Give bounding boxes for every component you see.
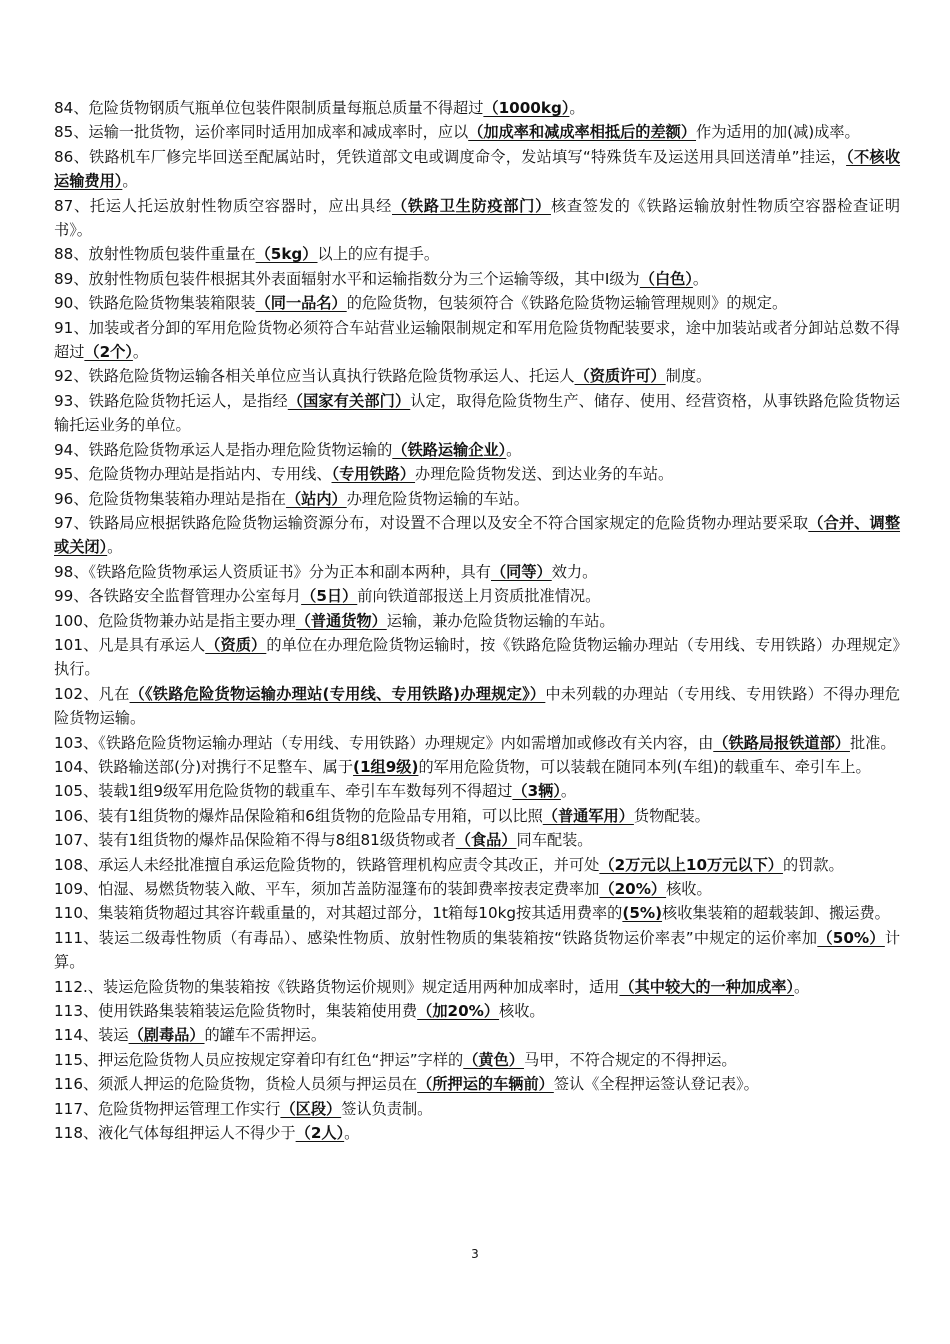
answer-text: (1组9级) bbox=[353, 757, 419, 776]
answer-text: （不核收运输费用） bbox=[54, 147, 901, 191]
question-item bbox=[54, 877, 900, 901]
answer-text: （专用铁路） bbox=[331, 465, 416, 484]
answer-text: （资质许可） bbox=[574, 367, 666, 386]
answer-text: （铁路卫生防疫部门） bbox=[392, 196, 551, 215]
question-text-tail: 运输，兼办危险货物运输的车站。 bbox=[386, 611, 615, 630]
answer-text: （所押运的车辆前） bbox=[417, 1075, 554, 1094]
question-item bbox=[54, 1023, 900, 1047]
answer-text: （站内） bbox=[285, 489, 347, 508]
answer-text: （同等） bbox=[490, 562, 552, 581]
question-text: 84、危险货物钢质气瓶单位包装件限制质量每瓶总质量不得超过 bbox=[54, 99, 484, 117]
question-text: 111、装运二级毒性物质（有毒品）、感染性物质、放射性物质的集装箱按“铁路货物运价率表”中规定的运价率加 bbox=[54, 928, 818, 947]
question-item bbox=[54, 1048, 900, 1072]
question-item bbox=[54, 389, 900, 438]
question-text: 114、装运 bbox=[54, 1026, 129, 1045]
question-text-tail: 核收。 bbox=[499, 1002, 545, 1021]
question-text: 97、铁路局应根据铁路危险货物运输资源分布，对设置不合理以及安全不符合国家规定的危险货物办理站要采取 bbox=[54, 513, 809, 532]
question-text: 106、装有1组货物的爆炸品保险箱和6组货物的危险品专用箱，可以比照 bbox=[54, 806, 543, 825]
question-item bbox=[54, 901, 900, 925]
question-item bbox=[54, 682, 900, 731]
question-text: 90、铁路危险货物集装箱限装 bbox=[54, 294, 256, 313]
question-text-tail: 核收集装箱的超载装卸、搬运费。 bbox=[662, 904, 890, 923]
question-text-tail: 认定，取得危险货物生产、储存、使用、经营资格，从事铁路危险货物运输托运业务的单位。 bbox=[54, 391, 901, 435]
question-text-tail: 签认负责制。 bbox=[341, 1099, 433, 1118]
question-item bbox=[54, 853, 900, 877]
answer-text: （2个） bbox=[84, 343, 133, 362]
question-item bbox=[54, 511, 900, 560]
question-text-tail: 办理危险货物发送、到达业务的车站。 bbox=[415, 465, 674, 484]
question-text-tail: 货物配装。 bbox=[633, 806, 710, 825]
question-text: 110、集装箱货物超过其容许载重量的，对其超过部分，1t箱每10kg按其适用费率的 bbox=[54, 904, 623, 923]
question-text: 87、托运人托运放射性物质空容器时，应出具经 bbox=[54, 196, 392, 215]
answer-text: （国家有关部门） bbox=[287, 391, 411, 410]
answer-text: （2万元以上10万元以下） bbox=[599, 855, 783, 874]
question-text-tail: 作为适用的加(减)成率。 bbox=[696, 123, 860, 142]
question-text-tail: 计算。 bbox=[54, 928, 901, 972]
question-text: 101、凡是具有承运人 bbox=[54, 635, 206, 654]
question-text: 92、铁路危险货物运输各相关单位应当认真执行铁路危险货物承运人、托运人 bbox=[54, 367, 575, 386]
question-text-tail: 同车配装。 bbox=[516, 831, 593, 850]
question-text-tail: 的罐车不需押运。 bbox=[204, 1026, 326, 1045]
question-item bbox=[54, 755, 900, 779]
question-text-tail: 。 bbox=[506, 440, 522, 459]
question-text: 88、放射性物质包装件重量在 bbox=[54, 245, 256, 264]
question-text: 86、铁路机车厂修完毕回送至配属站时，凭铁道部文电或调度命令，发站填写“特殊货车及运送用具回送清单”挂运， bbox=[54, 147, 847, 166]
question-item bbox=[54, 96, 900, 120]
question-text-tail: 。 bbox=[560, 782, 577, 801]
question-item bbox=[54, 194, 900, 243]
question-text-tail: 。 bbox=[794, 977, 810, 996]
question-text-tail: 核收。 bbox=[666, 880, 712, 898]
question-item bbox=[54, 462, 900, 486]
question-text: 113、使用铁路集装箱装运危险货物时，集装箱使用费 bbox=[54, 1002, 418, 1021]
answer-text: （20%） bbox=[599, 880, 667, 898]
question-text-tail: 。 bbox=[344, 1124, 360, 1143]
question-item bbox=[54, 560, 900, 584]
question-text: 91、加装或者分卸的军用危险货物必须符合车站营业运输限制规定和军用危险货物配装要求，途中加装站或者分卸站总数不得超过 bbox=[54, 318, 900, 362]
answer-text: （5kg） bbox=[255, 245, 318, 264]
question-item bbox=[54, 242, 900, 266]
question-text: 108、承运人未经批准擅自承运危险货物的，铁路管理机构应责令其改正，并可处 bbox=[54, 855, 600, 874]
question-item bbox=[54, 267, 900, 291]
question-text: 89、放射性物质包装件根据其外表面辐射水平和运输指数分为三个运输等级，其中Ⅰ级为 bbox=[54, 269, 640, 288]
answer-text: （资质） bbox=[205, 635, 267, 654]
answer-text: （3辆） bbox=[512, 782, 561, 801]
answer-text: （加成率和减成率相抵后的差额） bbox=[468, 123, 697, 142]
question-item bbox=[54, 1072, 900, 1096]
question-text-tail: 办理危险货物运输的车站。 bbox=[346, 489, 529, 508]
question-text: 115、押运危险货物人员应按规定穿着印有红色“押运”字样的 bbox=[54, 1050, 464, 1069]
question-text-tail: 的军用危险货物，可以装载在随同本列(车组)的载重车、牵引车上。 bbox=[418, 757, 871, 776]
question-text: 116、须派人押运的危险货物，货检人员须与押运员在 bbox=[54, 1075, 418, 1094]
answer-text: （剧毒品） bbox=[128, 1026, 205, 1045]
answer-text: （50%） bbox=[817, 928, 885, 947]
question-text-tail: 制度。 bbox=[665, 367, 712, 386]
answer-text: （区段） bbox=[280, 1099, 342, 1118]
question-item bbox=[54, 1121, 900, 1145]
answer-text: （铁路局报铁道部） bbox=[713, 733, 850, 752]
question-text: 94、铁路危险货物承运人是指办理危险货物运输的 bbox=[54, 440, 393, 459]
answer-text: （同一品名） bbox=[255, 294, 347, 313]
question-item bbox=[54, 779, 900, 803]
question-list bbox=[54, 96, 900, 1145]
question-text: 102、凡在 bbox=[54, 684, 130, 703]
question-text-tail: 。 bbox=[122, 172, 138, 191]
question-text-tail: 。 bbox=[692, 269, 709, 288]
answer-text: （2人） bbox=[295, 1124, 345, 1143]
question-text: 96、危险货物集装箱办理站是指在 bbox=[54, 489, 286, 508]
question-text: 109、怕湿、易燃货物装入敞、平车，须加苫盖防湿篷布的装卸费率按表定费率加 bbox=[54, 880, 600, 898]
answer-text: （黄色） bbox=[463, 1050, 524, 1069]
question-item bbox=[54, 804, 900, 828]
answer-text: （1000kg） bbox=[483, 99, 570, 117]
question-item bbox=[54, 291, 900, 315]
question-item bbox=[54, 975, 900, 999]
question-item bbox=[54, 120, 900, 144]
page-number: 3 bbox=[471, 1247, 479, 1261]
question-text-tail: 效力。 bbox=[551, 562, 598, 581]
answer-text: （铁路运输企业） bbox=[392, 440, 507, 459]
question-text-tail: 中未列载的办理站（专用线、专用铁路）不得办理危险货物运输。 bbox=[54, 684, 901, 728]
question-item bbox=[54, 609, 900, 633]
question-text-tail: 核查签发的《铁路运输放射性物质空容器检查证明书》。 bbox=[54, 196, 901, 240]
question-text: 98、《铁路危险货物承运人资质证书》分为正本和副本两种，具有 bbox=[54, 562, 491, 581]
question-text-tail: 的罚款。 bbox=[782, 855, 844, 874]
question-text: 112.、装运危险货物的集装箱按《铁路货物运价规则》规定适用两种加成率时，适用 bbox=[54, 977, 620, 996]
question-item bbox=[54, 731, 900, 755]
question-text-tail: 以上的应有提手。 bbox=[317, 245, 439, 264]
question-text: 85、运输一批货物，运价率同时适用加成率和减成率时，应以 bbox=[54, 123, 469, 142]
question-item bbox=[54, 1097, 900, 1121]
question-text-tail: 签认《全程押运签认登记表》。 bbox=[553, 1075, 759, 1094]
question-item bbox=[54, 926, 900, 975]
question-text-tail: 。 bbox=[132, 343, 149, 362]
answer-text: （合并、调整或关闭） bbox=[54, 513, 901, 557]
question-text: 93、铁路危险货物托运人，是指经 bbox=[54, 391, 288, 410]
question-text: 105、装载1组9级军用危险货物的载重车、牵引车车数每列不得超过 bbox=[54, 782, 513, 801]
question-text-tail: 。 bbox=[107, 538, 123, 557]
question-text: 104、铁路输送部(分)对携行不足整车、属于 bbox=[54, 757, 354, 776]
question-text: 103、《铁路危险货物运输办理站（专用线、专用铁路）办理规定》内如需增加或修改有关内容，由 bbox=[54, 733, 714, 752]
question-item bbox=[54, 145, 900, 194]
question-text-tail: 批准。 bbox=[849, 733, 896, 752]
question-item bbox=[54, 364, 900, 388]
question-text-tail: 前向铁道部报送上月资质批准情况。 bbox=[357, 587, 601, 606]
question-item bbox=[54, 999, 900, 1023]
answer-text: （食品） bbox=[455, 831, 517, 850]
answer-text: （《铁路危险货物运输办理站(专用线、专用铁路)办理规定》） bbox=[129, 684, 546, 703]
answer-text: （白色） bbox=[639, 269, 693, 288]
question-text: 118、液化气体每组押运人不得少于 bbox=[54, 1124, 296, 1143]
answer-text: （普通货物） bbox=[295, 611, 387, 630]
question-text-tail: 马甲，不符合规定的不得押运。 bbox=[523, 1050, 737, 1069]
question-text-tail: 的单位在办理危险货物运输时，按《铁路危险货物运输办理站（专用线、专用铁路）办理规定》执行。 bbox=[54, 635, 900, 679]
question-text: 95、危险货物办理站是指站内、专用线、 bbox=[54, 465, 332, 484]
question-item bbox=[54, 487, 900, 511]
answer-text: （加20%） bbox=[417, 1002, 500, 1021]
question-item bbox=[54, 633, 900, 682]
answer-text: (5%) bbox=[622, 904, 663, 923]
question-item bbox=[54, 316, 900, 365]
answer-text: （普通军用） bbox=[542, 806, 634, 825]
answer-text: （5日） bbox=[301, 587, 358, 606]
question-text-tail: 。 bbox=[569, 99, 585, 117]
question-text: 99、各铁路安全监督管理办公室每月 bbox=[54, 587, 302, 606]
answer-text: （其中较大的一种加成率） bbox=[619, 977, 795, 996]
question-item bbox=[54, 438, 900, 462]
question-text: 117、危险货物押运管理工作实行 bbox=[54, 1099, 281, 1118]
question-text: 107、装有1组货物的爆炸品保险箱不得与8组81级货物或者 bbox=[54, 831, 456, 850]
question-item bbox=[54, 584, 900, 608]
question-text: 100、危险货物兼办站是指主要办理 bbox=[54, 611, 296, 630]
question-text-tail: 的危险货物，包装须符合《铁路危险货物运输管理规则》的规定。 bbox=[346, 294, 788, 313]
question-item bbox=[54, 828, 900, 852]
